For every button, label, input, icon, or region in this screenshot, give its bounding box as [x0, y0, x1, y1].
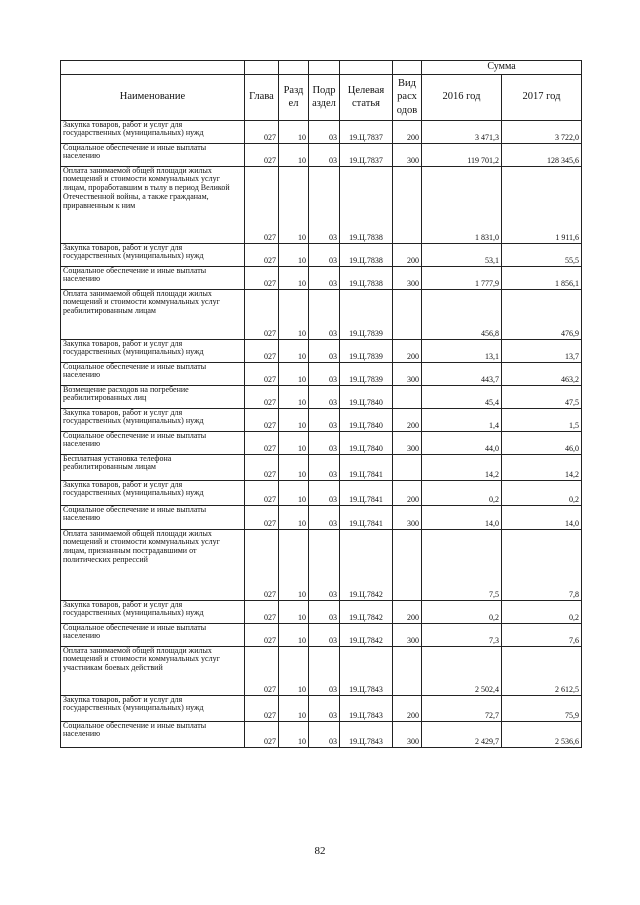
cell-podrazdel: 03 — [309, 529, 340, 600]
cell-y2016: 44,0 — [422, 431, 502, 454]
cell-target: 19.Ц.7838 — [340, 166, 393, 243]
cell-vid: 300 — [393, 623, 422, 646]
cell-vid: 200 — [393, 695, 422, 721]
cell-glava: 027 — [245, 529, 279, 600]
cell-podrazdel: 03 — [309, 646, 340, 695]
cell-name: Закупка товаров, работ и услуг для государственных (муниципальных) нужд — [61, 480, 245, 505]
cell-y2017: 7,8 — [502, 529, 582, 600]
cell-name: Социальное обеспечение и иные выплаты населению — [61, 362, 245, 385]
cell-target: 19.Ц.7837 — [340, 120, 393, 143]
cell-y2017: 7,6 — [502, 623, 582, 646]
header-name: Наименование — [61, 74, 245, 120]
cell-y2017: 0,2 — [502, 600, 582, 623]
cell-y2016: 1 777,9 — [422, 266, 502, 289]
cell-name: Оплата занимаемой общей площади жилых помещений и стоимости коммунальных услуг участникам боевых действий — [61, 646, 245, 695]
cell-y2017: 2 612,5 — [502, 646, 582, 695]
cell-target: 19.Ц.7842 — [340, 529, 393, 600]
cell-razdel: 10 — [279, 266, 309, 289]
cell-glava: 027 — [245, 120, 279, 143]
cell-y2017: 47,5 — [502, 385, 582, 408]
table-row — [61, 266, 582, 289]
cell-podrazdel: 03 — [309, 243, 340, 266]
cell-y2017: 46,0 — [502, 431, 582, 454]
cell-vid — [393, 166, 422, 243]
header-empty-cell — [279, 61, 309, 75]
cell-glava: 027 — [245, 695, 279, 721]
cell-target: 19.Ц.7839 — [340, 362, 393, 385]
cell-glava: 027 — [245, 289, 279, 339]
cell-y2017: 55,5 — [502, 243, 582, 266]
cell-vid — [393, 646, 422, 695]
cell-podrazdel: 03 — [309, 721, 340, 747]
cell-glava: 027 — [245, 339, 279, 362]
cell-razdel: 10 — [279, 289, 309, 339]
table-row — [61, 646, 582, 695]
cell-name: Оплата занимаемой общей площади жилых помещений и стоимости коммунальных услуг лицам, признанным пострадавшими от политических репрессий — [61, 529, 245, 600]
header-empty-cell — [340, 61, 393, 75]
table-row — [61, 454, 582, 480]
cell-name: Социальное обеспечение и иные выплаты населению — [61, 505, 245, 529]
cell-target: 19.Ц.7841 — [340, 505, 393, 529]
cell-y2017: 14,0 — [502, 505, 582, 529]
table-row — [61, 143, 582, 166]
cell-glava: 027 — [245, 385, 279, 408]
cell-y2017: 1,5 — [502, 408, 582, 431]
cell-razdel: 10 — [279, 695, 309, 721]
cell-y2016: 14,2 — [422, 454, 502, 480]
cell-y2016: 13,1 — [422, 339, 502, 362]
cell-y2017: 2 536,6 — [502, 721, 582, 747]
cell-name: Закупка товаров, работ и услуг для государственных (муниципальных) нужд — [61, 243, 245, 266]
cell-name: Оплата занимаемой общей площади жилых помещений и стоимости коммунальных услуг лицам, проработавшим в тылу в период Великой Отечественной войны, а также гражданам, приравненным к ним — [61, 166, 245, 243]
cell-target: 19.Ц.7843 — [340, 646, 393, 695]
header-razdel: Разд ел — [279, 74, 309, 120]
cell-name: Социальное обеспечение и иные выплаты населению — [61, 143, 245, 166]
cell-razdel: 10 — [279, 166, 309, 243]
table-row — [61, 120, 582, 143]
cell-podrazdel: 03 — [309, 266, 340, 289]
cell-glava: 027 — [245, 454, 279, 480]
cell-vid: 300 — [393, 362, 422, 385]
cell-target: 19.Ц.7843 — [340, 721, 393, 747]
cell-target: 19.Ц.7842 — [340, 600, 393, 623]
cell-podrazdel: 03 — [309, 505, 340, 529]
cell-glava: 027 — [245, 408, 279, 431]
cell-y2017: 463,2 — [502, 362, 582, 385]
cell-y2016: 14,0 — [422, 505, 502, 529]
cell-target: 19.Ц.7838 — [340, 243, 393, 266]
cell-vid — [393, 289, 422, 339]
cell-name: Закупка товаров, работ и услуг для государственных (муниципальных) нужд — [61, 695, 245, 721]
cell-razdel: 10 — [279, 385, 309, 408]
cell-glava: 027 — [245, 623, 279, 646]
cell-glava: 027 — [245, 243, 279, 266]
header-empty-cell — [309, 61, 340, 75]
cell-y2016: 2 429,7 — [422, 721, 502, 747]
budget-table — [60, 60, 582, 748]
cell-target: 19.Ц.7842 — [340, 623, 393, 646]
cell-podrazdel: 03 — [309, 695, 340, 721]
cell-podrazdel: 03 — [309, 339, 340, 362]
cell-target: 19.Ц.7840 — [340, 385, 393, 408]
cell-vid: 300 — [393, 143, 422, 166]
cell-y2016: 119 701,2 — [422, 143, 502, 166]
cell-y2017: 3 722,0 — [502, 120, 582, 143]
cell-name: Социальное обеспечение и иные выплаты населению — [61, 266, 245, 289]
cell-y2016: 0,2 — [422, 600, 502, 623]
table-row — [61, 289, 582, 339]
cell-podrazdel: 03 — [309, 289, 340, 339]
cell-vid: 200 — [393, 243, 422, 266]
cell-target: 19.Ц.7839 — [340, 289, 393, 339]
cell-razdel: 10 — [279, 623, 309, 646]
cell-y2017: 0,2 — [502, 480, 582, 505]
cell-razdel: 10 — [279, 408, 309, 431]
cell-y2017: 1 911,6 — [502, 166, 582, 243]
cell-vid: 200 — [393, 480, 422, 505]
cell-vid — [393, 529, 422, 600]
header-glava: Глава — [245, 74, 279, 120]
cell-podrazdel: 03 — [309, 600, 340, 623]
table-body — [61, 120, 582, 747]
cell-y2016: 456,8 — [422, 289, 502, 339]
cell-name: Оплата занимаемой общей площади жилых помещений и стоимости коммунальных услуг реабилитированным лицам — [61, 289, 245, 339]
cell-y2017: 75,9 — [502, 695, 582, 721]
cell-target: 19.Ц.7840 — [340, 431, 393, 454]
cell-glava: 027 — [245, 646, 279, 695]
cell-vid — [393, 385, 422, 408]
cell-y2016: 7,3 — [422, 623, 502, 646]
cell-razdel: 10 — [279, 529, 309, 600]
cell-podrazdel: 03 — [309, 166, 340, 243]
cell-glava: 027 — [245, 480, 279, 505]
cell-target: 19.Ц.7843 — [340, 695, 393, 721]
table-row — [61, 408, 582, 431]
table-row — [61, 243, 582, 266]
table-row — [61, 623, 582, 646]
cell-y2016: 1,4 — [422, 408, 502, 431]
cell-name: Закупка товаров, работ и услуг для государственных (муниципальных) нужд — [61, 408, 245, 431]
table-row — [61, 166, 582, 243]
cell-razdel: 10 — [279, 721, 309, 747]
cell-vid — [393, 454, 422, 480]
header-target: Целевая статья — [340, 74, 393, 120]
cell-podrazdel: 03 — [309, 143, 340, 166]
table-row — [61, 505, 582, 529]
cell-target: 19.Ц.7838 — [340, 266, 393, 289]
table-row — [61, 385, 582, 408]
cell-name: Социальное обеспечение и иные выплаты населению — [61, 431, 245, 454]
cell-name: Возмещение расходов на погребение реабилитированных лиц — [61, 385, 245, 408]
cell-vid: 200 — [393, 339, 422, 362]
cell-glava: 027 — [245, 505, 279, 529]
cell-y2016: 72,7 — [422, 695, 502, 721]
cell-glava: 027 — [245, 266, 279, 289]
cell-podrazdel: 03 — [309, 385, 340, 408]
cell-glava: 027 — [245, 362, 279, 385]
cell-razdel: 10 — [279, 646, 309, 695]
cell-y2017: 476,9 — [502, 289, 582, 339]
header-2017: 2017 год — [502, 74, 582, 120]
table-row — [61, 695, 582, 721]
cell-name: Закупка товаров, работ и услуг для государственных (муниципальных) нужд — [61, 339, 245, 362]
cell-razdel: 10 — [279, 143, 309, 166]
cell-y2017: 1 856,1 — [502, 266, 582, 289]
page-number: 82 — [314, 845, 326, 857]
cell-vid: 300 — [393, 721, 422, 747]
cell-y2016: 1 831,0 — [422, 166, 502, 243]
header-podrazdel: Подр аздел — [309, 74, 340, 120]
cell-y2016: 443,7 — [422, 362, 502, 385]
cell-razdel: 10 — [279, 480, 309, 505]
cell-target: 19.Ц.7837 — [340, 143, 393, 166]
cell-name: Закупка товаров, работ и услуг для государственных (муниципальных) нужд — [61, 120, 245, 143]
cell-podrazdel: 03 — [309, 362, 340, 385]
cell-podrazdel: 03 — [309, 120, 340, 143]
table-row — [61, 480, 582, 505]
cell-razdel: 10 — [279, 120, 309, 143]
cell-razdel: 10 — [279, 600, 309, 623]
cell-target: 19.Ц.7839 — [340, 339, 393, 362]
cell-vid: 200 — [393, 600, 422, 623]
cell-razdel: 10 — [279, 431, 309, 454]
cell-name: Бесплатная установка телефона реабилитированным лицам — [61, 454, 245, 480]
table-row — [61, 721, 582, 747]
cell-glava: 027 — [245, 431, 279, 454]
header-vid: Вид расх одов — [393, 74, 422, 120]
cell-podrazdel: 03 — [309, 480, 340, 505]
cell-y2016: 3 471,3 — [422, 120, 502, 143]
cell-podrazdel: 03 — [309, 431, 340, 454]
cell-vid: 300 — [393, 266, 422, 289]
cell-target: 19.Ц.7841 — [340, 480, 393, 505]
cell-razdel: 10 — [279, 362, 309, 385]
header-2016: 2016 год — [422, 74, 502, 120]
cell-razdel: 10 — [279, 505, 309, 529]
cell-vid: 200 — [393, 408, 422, 431]
cell-glava: 027 — [245, 143, 279, 166]
header-empty-cell — [393, 61, 422, 75]
cell-y2017: 13,7 — [502, 339, 582, 362]
table-row — [61, 431, 582, 454]
cell-target: 19.Ц.7840 — [340, 408, 393, 431]
cell-y2016: 53,1 — [422, 243, 502, 266]
cell-razdel: 10 — [279, 454, 309, 480]
cell-vid: 200 — [393, 120, 422, 143]
table-row — [61, 600, 582, 623]
table-row — [61, 529, 582, 600]
cell-razdel: 10 — [279, 243, 309, 266]
cell-y2016: 0,2 — [422, 480, 502, 505]
table-row — [61, 362, 582, 385]
cell-target: 19.Ц.7841 — [340, 454, 393, 480]
cell-vid: 300 — [393, 431, 422, 454]
table-row — [61, 339, 582, 362]
cell-name: Социальное обеспечение и иные выплаты населению — [61, 721, 245, 747]
cell-glava: 027 — [245, 166, 279, 243]
cell-glava: 027 — [245, 600, 279, 623]
cell-y2017: 14,2 — [502, 454, 582, 480]
cell-podrazdel: 03 — [309, 454, 340, 480]
header-summa: Сумма — [422, 61, 582, 75]
cell-razdel: 10 — [279, 339, 309, 362]
cell-name: Закупка товаров, работ и услуг для государственных (муниципальных) нужд — [61, 600, 245, 623]
cell-y2016: 45,4 — [422, 385, 502, 408]
cell-podrazdel: 03 — [309, 623, 340, 646]
cell-y2016: 2 502,4 — [422, 646, 502, 695]
header-empty-cell — [245, 61, 279, 75]
cell-glava: 027 — [245, 721, 279, 747]
cell-name: Социальное обеспечение и иные выплаты населению — [61, 623, 245, 646]
cell-y2017: 128 345,6 — [502, 143, 582, 166]
cell-vid: 300 — [393, 505, 422, 529]
cell-y2016: 7,5 — [422, 529, 502, 600]
cell-podrazdel: 03 — [309, 408, 340, 431]
header-empty-cell — [61, 61, 245, 75]
